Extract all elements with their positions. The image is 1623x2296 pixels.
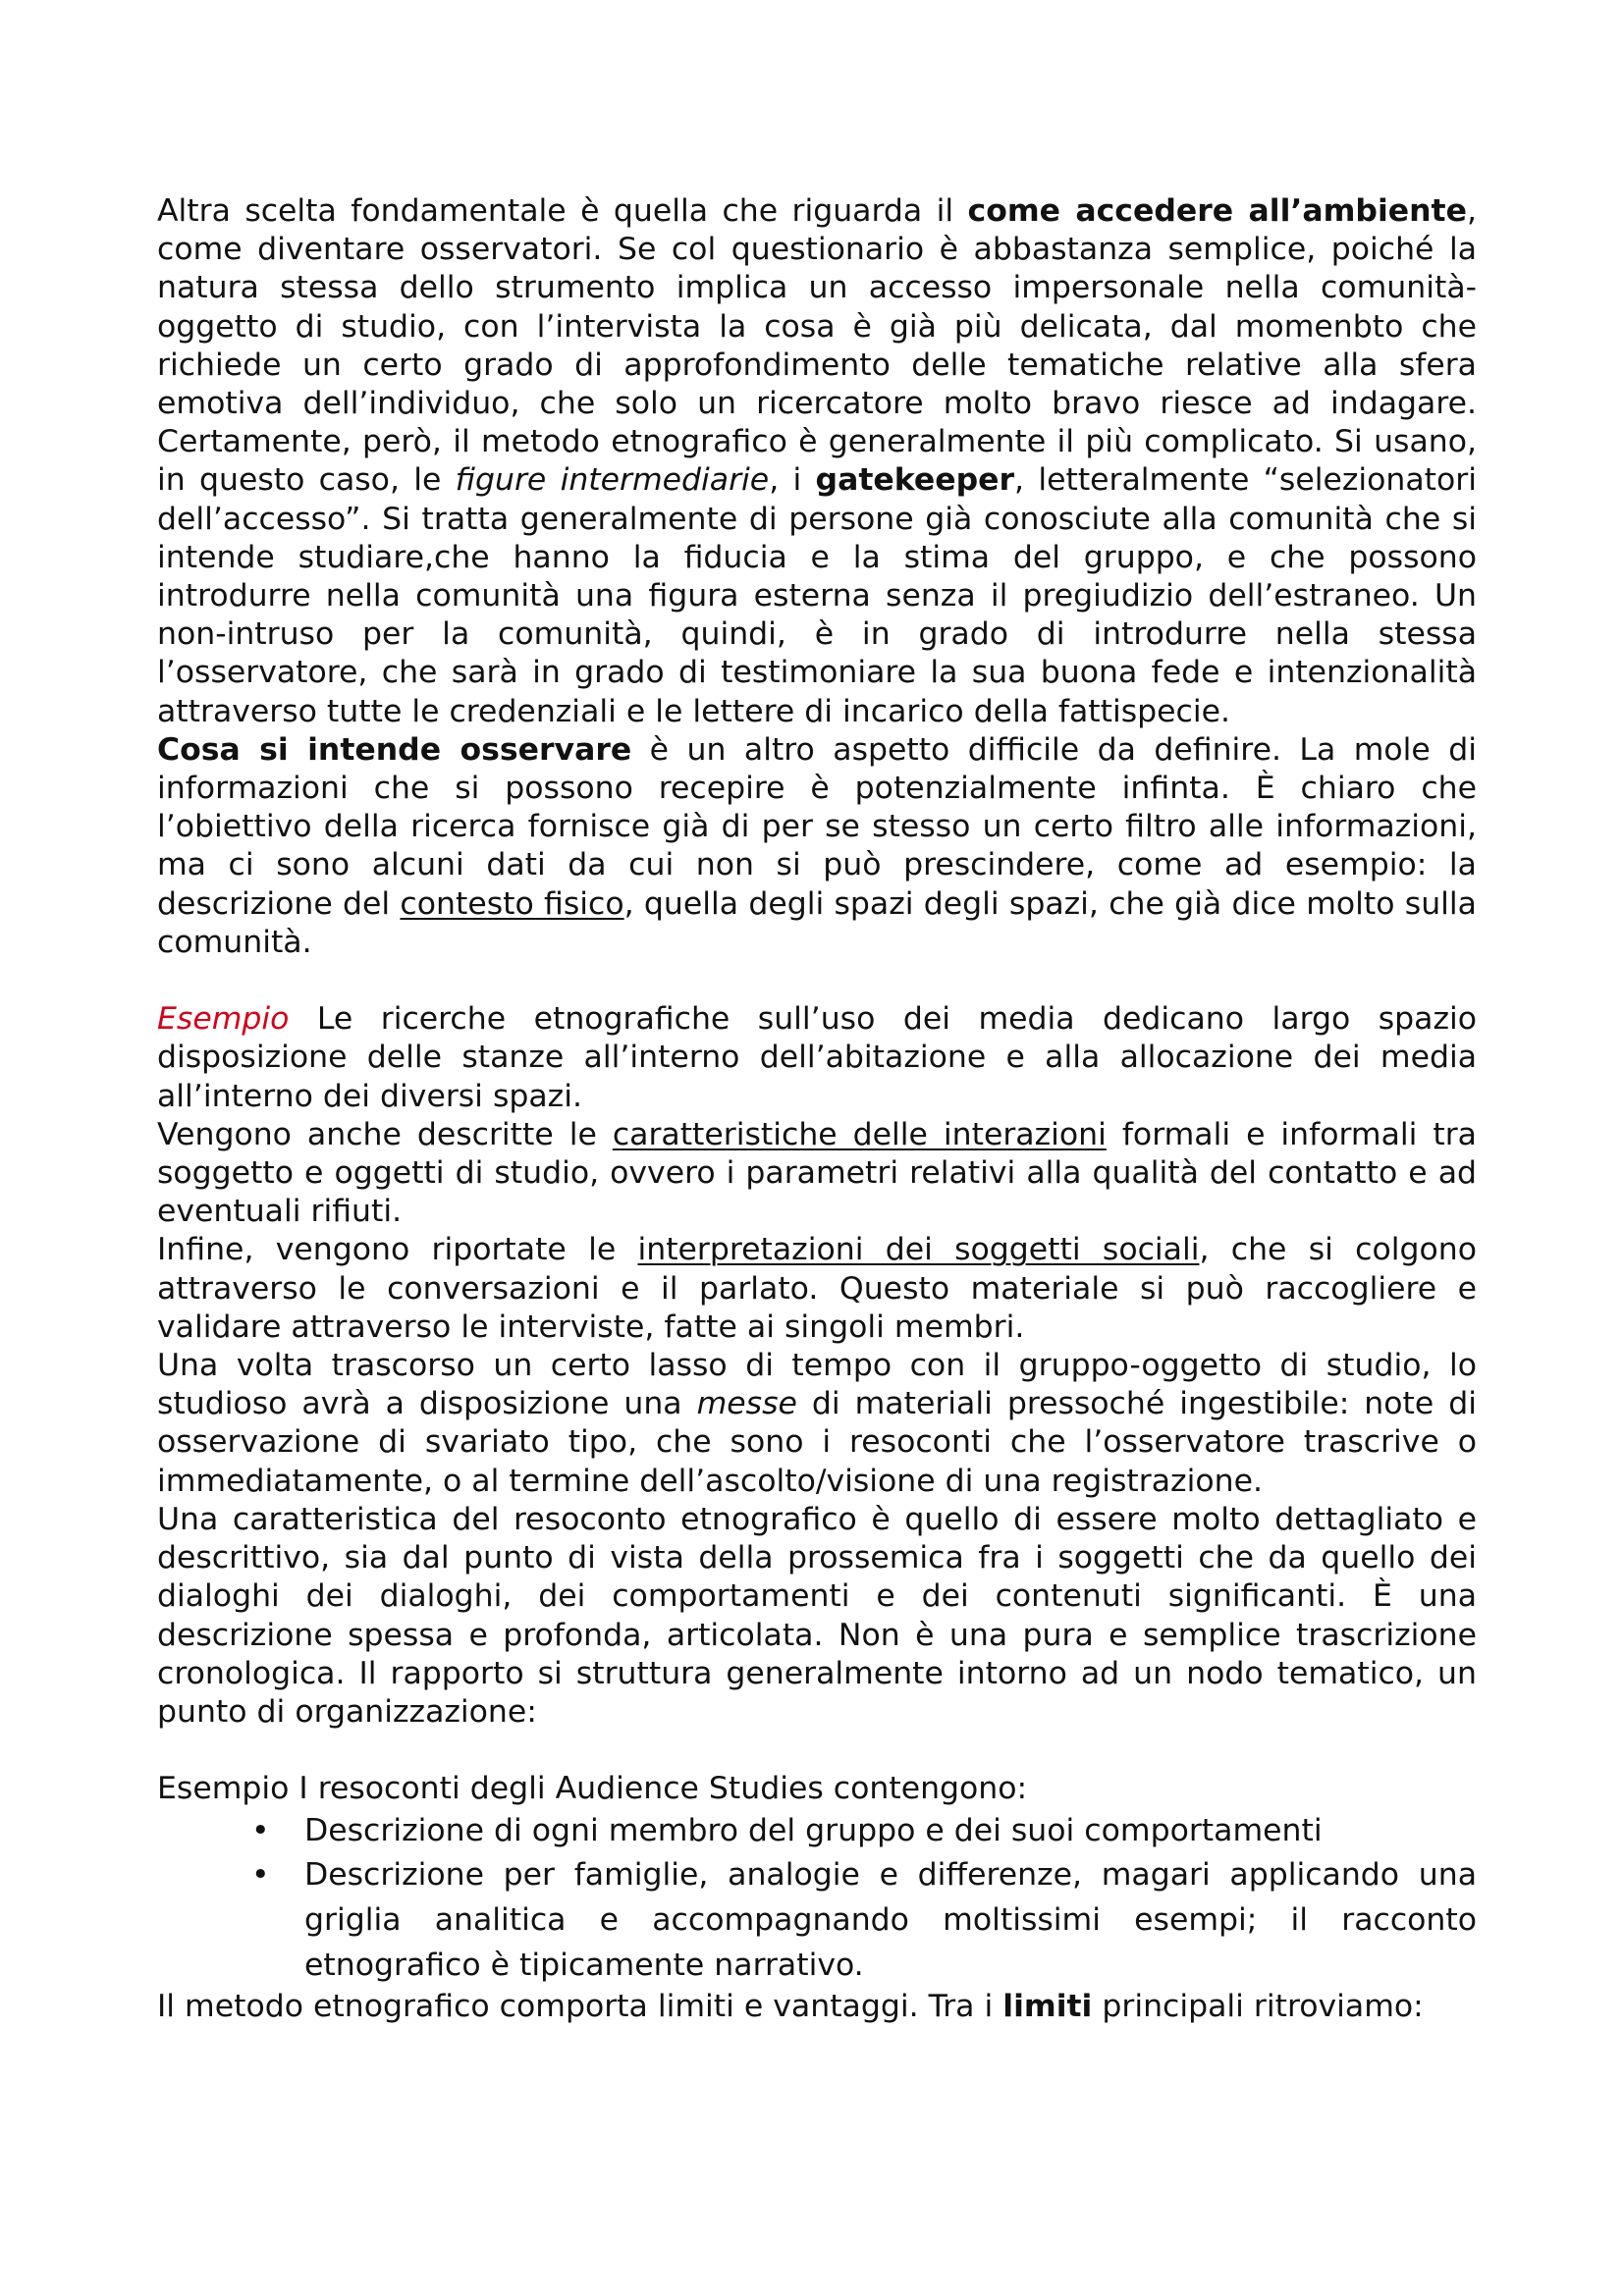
document-page (157, 192, 1477, 2026)
bold-term-gatekeeper: gatekeeper (815, 462, 1015, 499)
underlined-term-physical-context: contesto fisico (400, 885, 624, 922)
paragraph-observation (157, 731, 1477, 962)
text-run: formali e informali tra soggetto e oggetti di studio, ovvero i parametri relativi alla qualità del contatto e ad eventuali rifiuti. (157, 1116, 1477, 1230)
text-run: Altra scelta fondamentale è quella che riguarda il (157, 193, 968, 229)
paragraph-materials (157, 1347, 1477, 1501)
paragraph-interactions (157, 1116, 1477, 1232)
bold-term-access: come accedere all’ambiente (967, 193, 1467, 229)
bullet-icon: • (251, 1856, 270, 1893)
text-run: Il metodo etnografico comporta limiti e vantaggi. Tra i (157, 1988, 1003, 2024)
text-run: Una caratteristica del resoconto etnografico è quello di essere molto dettagliato e descrittivo, sia dal punto di vista della prossemica fra i soggetti che da quello dei dialoghi dei dialoghi, dei comportamenti e dei contenuti significanti. È una descrizione spessa e profonda, articolata. Non è una pura e semplice trascrizione cronologica. Il rapporto si struttura generalmente intorno ad un nodo tematico, un punto di organizzazione: (157, 1501, 1477, 1730)
underlined-term-interpretations: interpretazioni dei soggetti sociali (637, 1232, 1200, 1268)
paragraph-example-audience (157, 1770, 1477, 1808)
text-run: Infine, vengono riportate le (157, 1232, 638, 1268)
underlined-term-interactions: caratteristiche delle interazioni (612, 1116, 1107, 1152)
text-run: principali ritroviamo: (1092, 1988, 1424, 2024)
example-label: Esempio (157, 1001, 290, 1038)
list-item-text: Descrizione di ogni membro del gruppo e dei suoi comportamenti (304, 1812, 1323, 1848)
paragraph-interpretations (157, 1231, 1477, 1347)
list-item-text: Descrizione per famiglie, analogie e differenze, magari applicando una griglia analitica e accompagnando moltissimi esempi; il racconto etnografico è tipicamente narrativo. (304, 1856, 1477, 1983)
text-run: , i (769, 462, 816, 499)
paragraph-report (157, 1501, 1477, 1732)
blank-line (157, 1732, 1477, 1770)
example-label-plain: Esempio (157, 1771, 299, 1807)
text-run: , che si colgono attraverso le conversazioni e il parlato. Questo materiale si può raccogliere e validare attraverso le interviste, fatte ai singoli membri. (157, 1232, 1477, 1345)
paragraph-limits (157, 1988, 1477, 2026)
bullet-icon: • (251, 1812, 270, 1848)
text-run: I resoconti degli Audience Studies contengono: (298, 1771, 1028, 1807)
text-run: Le ricerche etnografiche sull’uso dei media dedicano largo spazio disposizione delle stanze all’interno dell’abitazione e alla allocazione dei media all’interno dei diversi spazi. (157, 1001, 1477, 1114)
text-run: Vengono anche descritte le (157, 1116, 613, 1152)
text-run: Una volta trascorso un certo lasso di tempo con il gruppo-oggetto di studio, lo studioso avrà a disposizione una (157, 1348, 1477, 1422)
text-run: , quella degli spazi degli spazi, che già dice molto sulla comunità. (157, 885, 1477, 960)
paragraph-access (157, 192, 1477, 731)
blank-line (157, 962, 1477, 1000)
italic-term-messe: messe (696, 1386, 797, 1422)
list-item (157, 1852, 1477, 1988)
bold-term-observe: Cosa si intende osservare (157, 731, 632, 768)
text-run: di materiali pressoché ingestibile: note di osservazione di svariato tipo, che sono i resoconti che l’osservatore trascrive o immediatamente, o al termine dell’ascolto/visione di una registrazione. (157, 1386, 1477, 1499)
list-item (157, 1809, 1477, 1852)
bullet-list (157, 1809, 1477, 1988)
text-run: , letteralmente “selezionatori dell’accesso”. Si tratta generalmente di persone già conosciute alla comunità che si intende studiare,che hanno la fiducia e la stima del gruppo, e che possono introdurre nella comunità una figura esterna senza il pregiudizio dell’estraneo. Un non-intruso per la comunità, quindi, è in grado di introdurre nella stessa l’osservatore, che sarà in grado di testimoniare la sua buona fede e intenzionalità attraverso tutte le credenziali e le lettere di incarico della fattispecie. (157, 462, 1477, 729)
italic-term-intermediaries: figure intermediarie (455, 462, 770, 499)
text-run: , come diventare osservatori. Se col questionario è abbastanza semplice, poiché la natura stessa dello strumento implica un accesso impersonale nella comunità-oggetto di studio, con l’intervista la cosa è già più delicata, dal momenbto che richiede un certo grado di approfondimento delle tematiche relative alla sfera emotiva dell’individuo, che solo un ricercatore molto bravo riesce ad indagare. Certamente, però, il metodo etnografico è generalmente il più complicato. Si usano, in questo caso, le (157, 193, 1477, 499)
text-run: è un altro aspetto difficile da definire. La mole di informazioni che si possono recepire è potenzialmente infinta. È chiaro che l’obiettivo della ricerca fornisce già di per se stesso un certo filtro alle informazioni, ma ci sono alcuni dati da cui non si può prescindere, come ad esempio: la descrizione del (157, 731, 1477, 922)
paragraph-example-media (157, 1000, 1477, 1116)
bold-term-limits: limiti (1002, 1988, 1093, 2024)
